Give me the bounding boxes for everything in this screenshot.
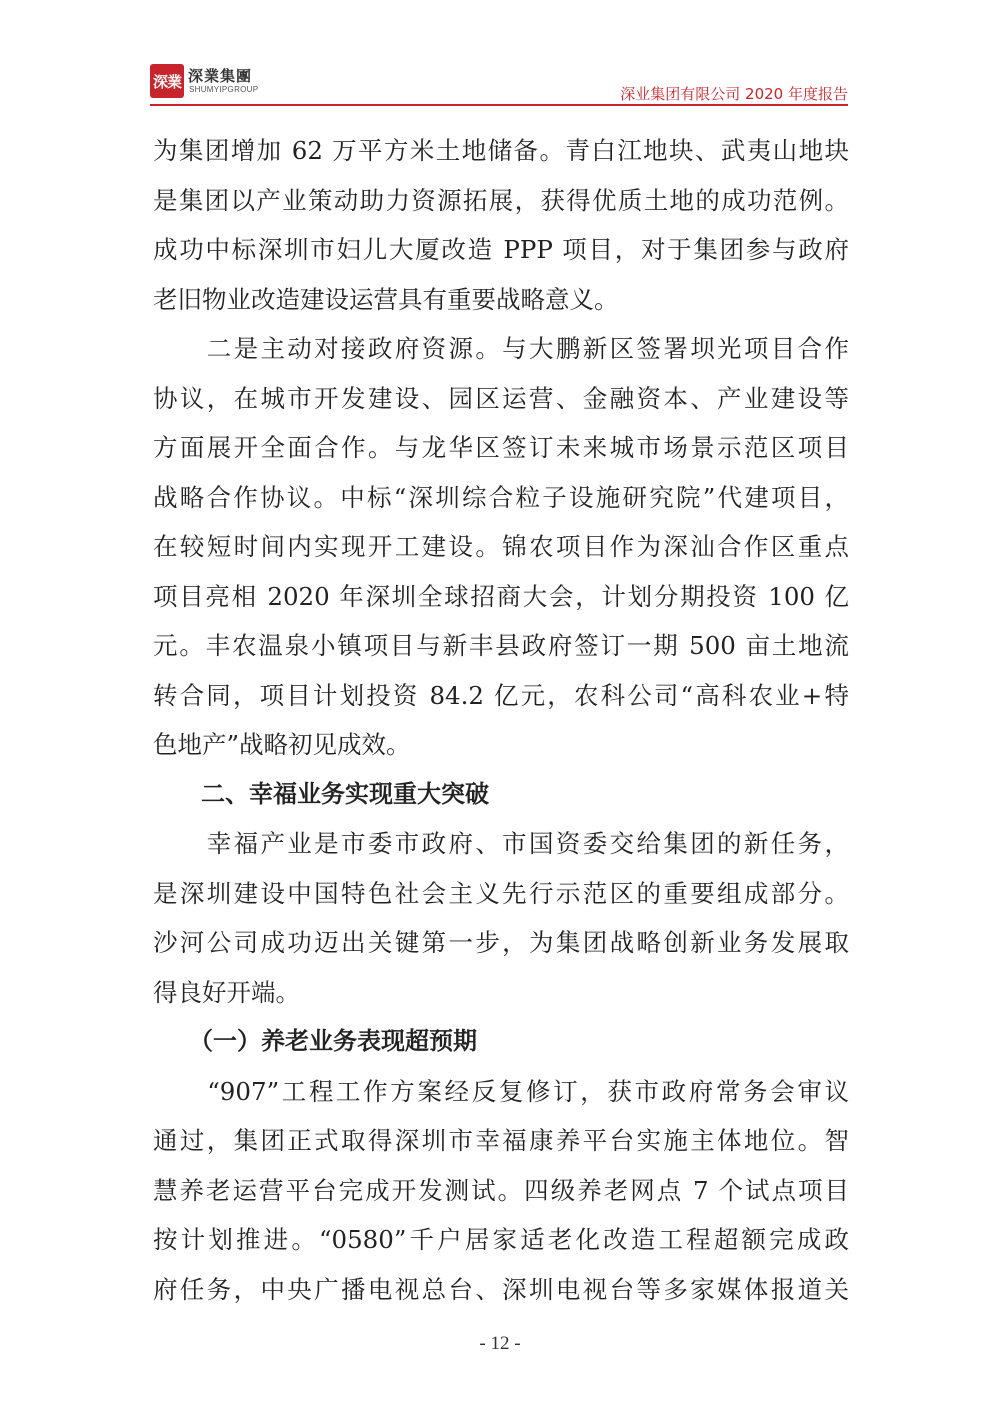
body-line: 慧养老运营平台完成开发测试。四级养老网点 7 个试点项目	[153, 1175, 849, 1205]
body-line: 方面展开全面合作。与龙华区签订未来城市场景示范区项目	[153, 433, 849, 462]
body-line: 沙河公司成功迈出关键第一步，为集团战略创新业务发展取	[153, 928, 849, 957]
body-line: 老旧物业改造建设运营具有重要战略意义。	[153, 284, 619, 314]
section-heading: 二、幸福业务实现重大突破	[153, 779, 489, 808]
page-number: - 12 -	[479, 1333, 521, 1354]
body-line: 是深圳建设中国特色社会主义先行示范区的重要组成部分。	[153, 878, 849, 908]
body-line: 得良好开端。	[153, 977, 300, 1007]
body-line: 按计划推进。“0580”千户居家适老化改造工程超额完成政	[153, 1225, 849, 1254]
subsection-heading: （一）养老业务表现超预期	[153, 1027, 477, 1055]
body-line: 为集团增加 62 万平方米土地储备。青白江地块、武夷山地块	[153, 136, 849, 165]
company-logo	[150, 64, 270, 102]
report-title: 深业集团有限公司 2020 年度报告	[620, 85, 848, 103]
logo-seal: 深業	[150, 64, 184, 98]
body-line: 通过，集团正式取得深圳市幸福康养平台实施主体地位。智	[153, 1126, 849, 1155]
body-line: “907”工程工作方案经反复修订，获市政府常务会审议	[153, 1076, 849, 1106]
body-line: 幸福产业是市委市政府、市国资委交给集团的新任务，	[153, 829, 849, 858]
body-line: 元。丰农温泉小镇项目与新丰县政府签订一期 500 亩土地流	[153, 631, 849, 660]
document-body	[153, 126, 849, 1314]
body-line: 是集团以产业策动助力资源拓展，获得优质土地的成功范例。	[153, 185, 849, 215]
body-line: 色地产”战略初见成效。	[153, 730, 411, 759]
body-line: 二是主动对接政府资源。与大鹏新区签署坝光项目合作	[153, 334, 849, 363]
page-header	[150, 62, 848, 106]
header-rule	[150, 104, 848, 106]
body-line: 成功中标深圳市妇儿大厦改造 PPP 项目，对于集团参与政府	[153, 235, 849, 264]
logo-chinese-name: 深業集團	[188, 67, 253, 85]
body-line: 战略合作协议。中标“深圳综合粒子设施研究院”代建项目，	[153, 482, 849, 512]
logo-english-name: SHUMYIPGROUP	[189, 85, 259, 94]
body-line: 协议，在城市开发建设、园区运营、金融资本、产业建设等	[153, 383, 849, 413]
body-line: 在较短时间内实现开工建设。锦农项目作为深汕合作区重点	[153, 532, 849, 561]
body-line: 转合同，项目计划投资 84.2 亿元，农科公司“高科农业+特	[153, 680, 849, 710]
body-line: 府任务，中央广播电视总台、深圳电视台等多家媒体报道关	[153, 1274, 849, 1304]
body-line: 项目亮相 2020 年深圳全球招商大会，计划分期投资 100 亿	[153, 581, 849, 611]
